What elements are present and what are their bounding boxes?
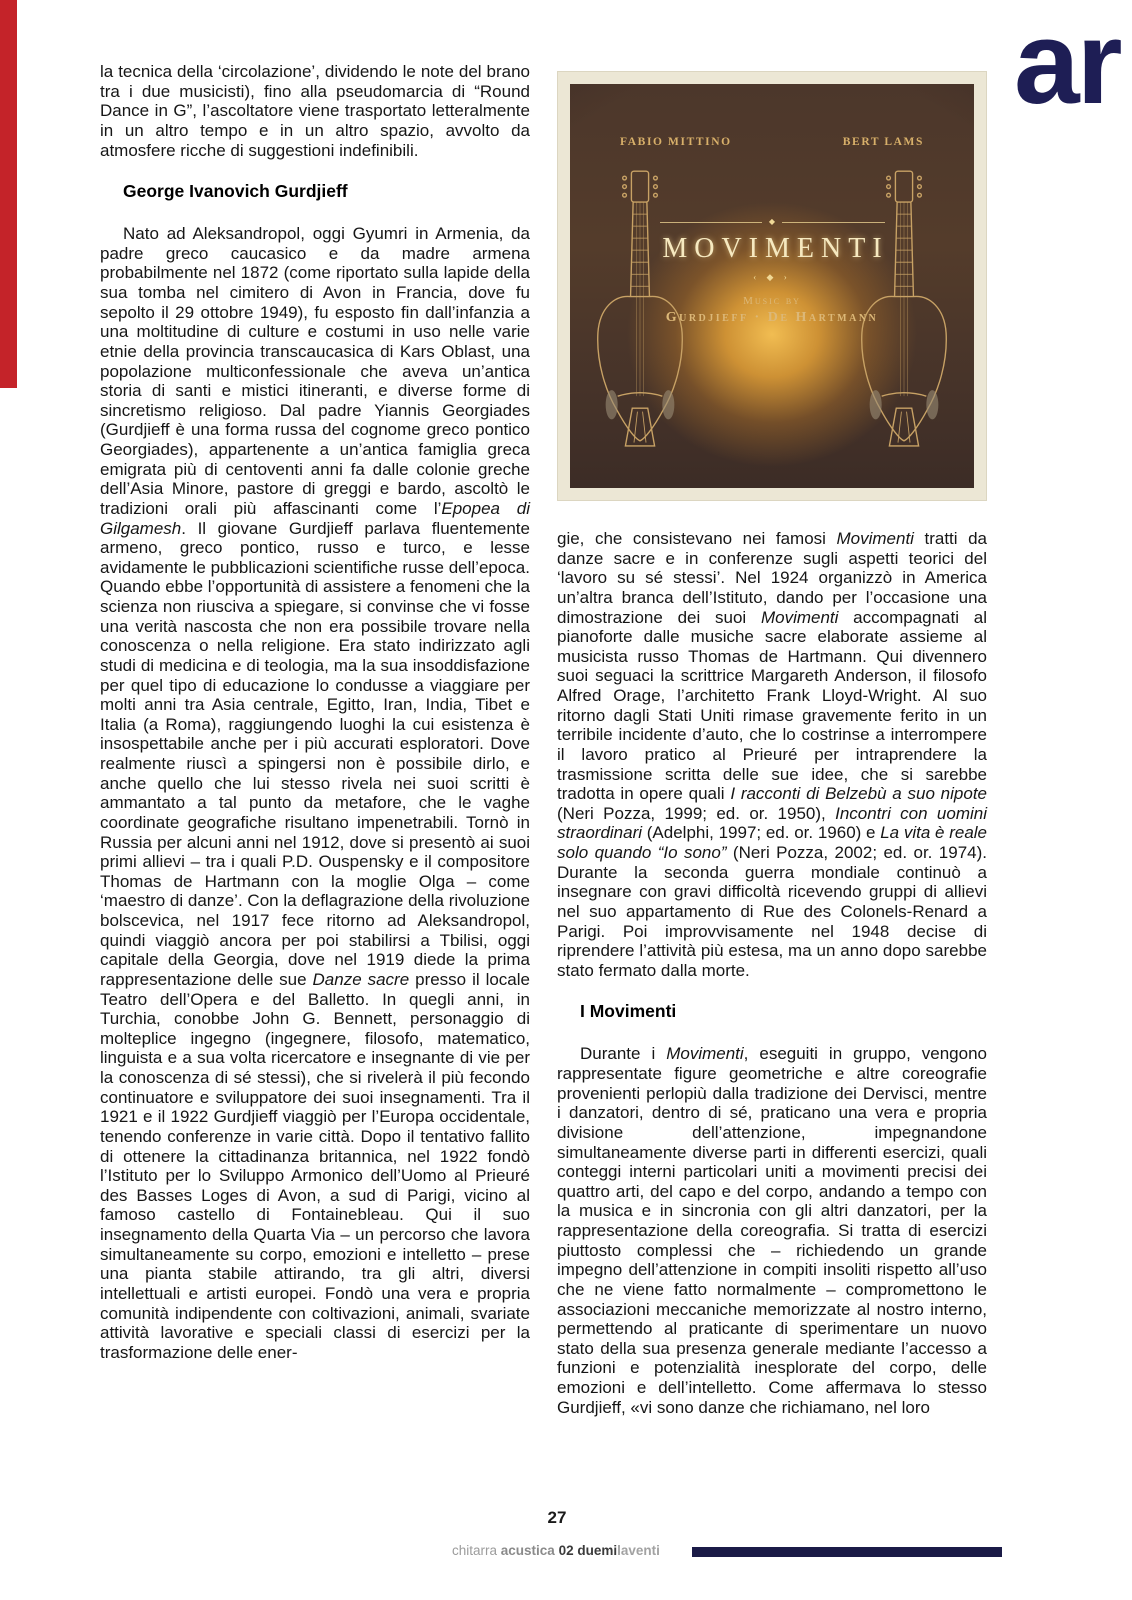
footer-brand-part: acustica <box>500 1543 555 1558</box>
ornament-rule <box>660 218 885 226</box>
paragraph: Durante i Movimenti, eseguiti in gruppo, vengono rappresentate figure geometriche e altre coreografie provenienti perlopiù dalla tradizione dei Dervisci, mentre i danzatori, dentro di sé, praticano una vera e propria divisione dell’attenzione, impegnandone simultaneamente diverse parti in differenti esercizi, quali conteggi interni particolari uniti a movimenti precisi dei quattro arti, del capo e del corpo, andando a tempo con la musica e in sincronia con gli altri danzatori, per la rappresentazione della coreografia. Si tratta di esercizi piuttosto complessi che – richiedendo un grande impegno dell’attenzione in compiti insoliti rispetto all’uso che ne viene fatto normalmente – compromettono le associazioni meccaniche memorizzate al nostro interno, permettendo al praticante di sperimentare un nuovo stato della sua presenza generale mediante l’accesso a funzioni e potenzialità inesplorate del corpo, delle emozioni e dell’intelletto. Come affermava lo stesso Gurdjieff, «vi sono danze che richiamano, nel loro <box>557 1044 987 1417</box>
right-column-text <box>557 529 987 1417</box>
section-heading: George Ivanovich Gurdjieff <box>123 181 348 202</box>
footer-brand-part: chitarra <box>452 1543 498 1558</box>
cover-album-title: MOVIMENTI <box>662 233 889 264</box>
cover-artist-names <box>570 136 974 148</box>
right-column <box>557 62 987 1417</box>
cover-credit-prefix: Music by <box>743 295 801 307</box>
footer-brand-part: 02 <box>558 1543 574 1558</box>
diamond-ornament-icon: ‹ ◆ › <box>753 272 791 282</box>
paragraph: gie, che consistevano nei famosi Movimenti tratti da danze sacre e in conferenze sugli aspetti teorici del ‘lavoro su sé stessi’. Nel 1924 organizzò in America un’altra branca dell’Istituto, dando per l’occasione una dimostrazione dei suoi Movimenti accompagnati al pianoforte dalle musiche sacre elaborate assieme al musicista russo Thomas de Hartmann. Qui divennero suoi seguaci la scrittrice Margareth Anderson, il filosofo Alfred Orage, l’architetto Frank Lloyd-Wright. Al suo ritorno dagli Stati Uniti rimase gravemente ferito in un terribile incidente d’auto, che lo costrinse a interrompere il lavoro pratico al Prieuré per intraprendere la trasmissione scritta delle sue idee, che si sarebbe tradotta in opere quali I racconti di Belzebù a suo nipote (Neri Pozza, 1999; ed. or. 1950), Incontri con uomini straordinari (Adelphi, 1997; ed. or. 1960) e La vita è reale solo quando “Io sono” (Neri Pozza, 2002; ed. or. 1974). Durante la seconda guerra mondiale continuò a insegnare con gravi difficoltà ricevendo gruppi di allievi nel suo appartamento di Rue des Colonels-Renard a Parigi. Poi improvvisamente nel 1948 decise di riprendere l’attività più estesa, ma un anno dopo sarebbe stato fermato dalla morte. <box>557 529 988 980</box>
diamond-ornament-icon: ◆ <box>768 217 776 226</box>
cover-credit-names: Gurdjieff · De Hartmann <box>665 310 879 325</box>
left-column <box>100 62 530 1362</box>
album-cover <box>557 71 987 501</box>
footer-brand-part: laventi <box>617 1543 660 1558</box>
footer-brand <box>452 1543 660 1558</box>
section-heading: I Movimenti <box>580 1001 677 1022</box>
cover-title-block <box>570 218 974 326</box>
footer-rule-bar <box>692 1547 1002 1557</box>
page-number: 27 <box>547 1508 567 1527</box>
paragraph: la tecnica della ‘circolazione’, dividendo le note del brano tra i due musicisti), fino alla pseudomarcia di “Round Dance in G”, l’ascoltatore viene trasportato letteralmente in un altro tempo e in un altro spazio, avvolto da atmosfere ricche di suggestioni indefinibili. <box>100 62 530 160</box>
cover-artist-right: BERT LAMS <box>842 136 924 148</box>
red-edge-bar <box>0 0 17 388</box>
paragraph: Nato ad Aleksandropol, oggi Gyumri in Armenia, da padre greco caucasico e da madre armena probabilmente nel 1872 (come riportato sulla lapide della sua tomba nel cimitero di Avon in Francia, dove fu sepolto il 29 ottobre 1949), fu esposto fin dall’infanzia a una moltitudine di culture e costumi in uso nelle varie etnie della provincia transcaucasica di Kars Oblast, una popolazione multiconfessionale che aveva un’antica storia di santi e mistici itineranti, e diverse forme di sincretismo religioso. Dal padre Yiannis Georgiades (Gurdjieff è una forma russa del cognome greco pontico Georgiades), appartenente a un’antica famiglia greca emigrata più di centoventi anni fa dalle colonie greche dell’Asia Minore, pastore di greggi e bardo, ascoltò le tradizioni orali più affascinanti come l’Epopea di Gilgamesh. Il giovane Gurdjieff parlava fluentemente armeno, greco pontico, russo e turco, e lesse avidamente le pubblicazioni scientifiche russe dell’epoca. Quando ebbe l’opportunità di assistere a fenomeni che la scienza non riusciva a spiegare, si convinse che vi fosse una verità nascosta che non era possibile trovare nella conoscenza o nella religione. Era stato indirizzato agli studi di medicina e di teologia, ma la sua insoddisfazione per quel tipo di educazione lo condusse a viaggiare per molti anni tra Asia centrale, Egitto, Iran, India, Tibet e Italia (a Roma), raggiungendo luoghi la cui esistenza è insospettabile anche per i più accurati esploratori. Dove realmente riuscì a spingersi non è possibile dirlo, e anche quello che lui stesso rivela nei suoi scritti è ammantato a tal punto da metafore, che le vaghe coordinate geografiche risultano impenetrabili. Tornò in Russia per alcuni anni nel 1912, dove si presentò ai suoi primi allievi – tra i quali P.D. Ouspensky e il compositore Thomas de Hartmann con la moglie Olga – come ‘maestro di danze’. Con la deflagrazione della rivoluzione bolscevica, nel 1917 fece ritorno ad Aleksandropol, quindi viaggiò ancora per poi stabilirsi a Tbilisi, oggi capitale della Georgia, dove nel 1919 diede la prima rappresentazione delle sue Danze sacre presso il locale Teatro dell’Opera e del Balletto. In quegli anni, in Turchia, conobbe John G. Bennett, personaggio di molteplice ingegno (ingegnere, filosofo, matematico, linguista e a sua volta ricercatore e insegnante di vie per la conoscenza di sé stessi), che si rivelerà il più fecondo continuatore e sviluppatore dei suoi insegnamenti. Tra il 1921 e il 1922 Gurdjieff viaggiò per l’Europa occidentale, tenendo conferenze in varie città. Dopo il tentativo fallito di ottenere la cittadinanza britannica, nel 1922 fondò l’Istituto per lo Sviluppo Armonico dell’Uomo al Prieuré des Basses Loges di Avon, a sud di Parigi, vicino al famoso castello di Fontainebleau. Qui il suo insegnamento della Quarta Via – un percorso che lavora simultaneamente su corpo, emozioni e intelletto – prese una pianta stabile attirando, tra gli altri, diversi intellettuali e artisti europei. Fondò una vera e propria comunità indipendente con coltivazioni, animali, svariate attività lavorative e speciali classi di esercizi per la trasformazione delle ener- <box>100 224 531 1362</box>
cover-artist-left: FABIO MITTINO <box>620 136 732 148</box>
footer-brand-part: duemi <box>577 1543 618 1558</box>
corner-logo: ar <box>1014 0 1120 129</box>
album-cover-art <box>570 84 974 488</box>
